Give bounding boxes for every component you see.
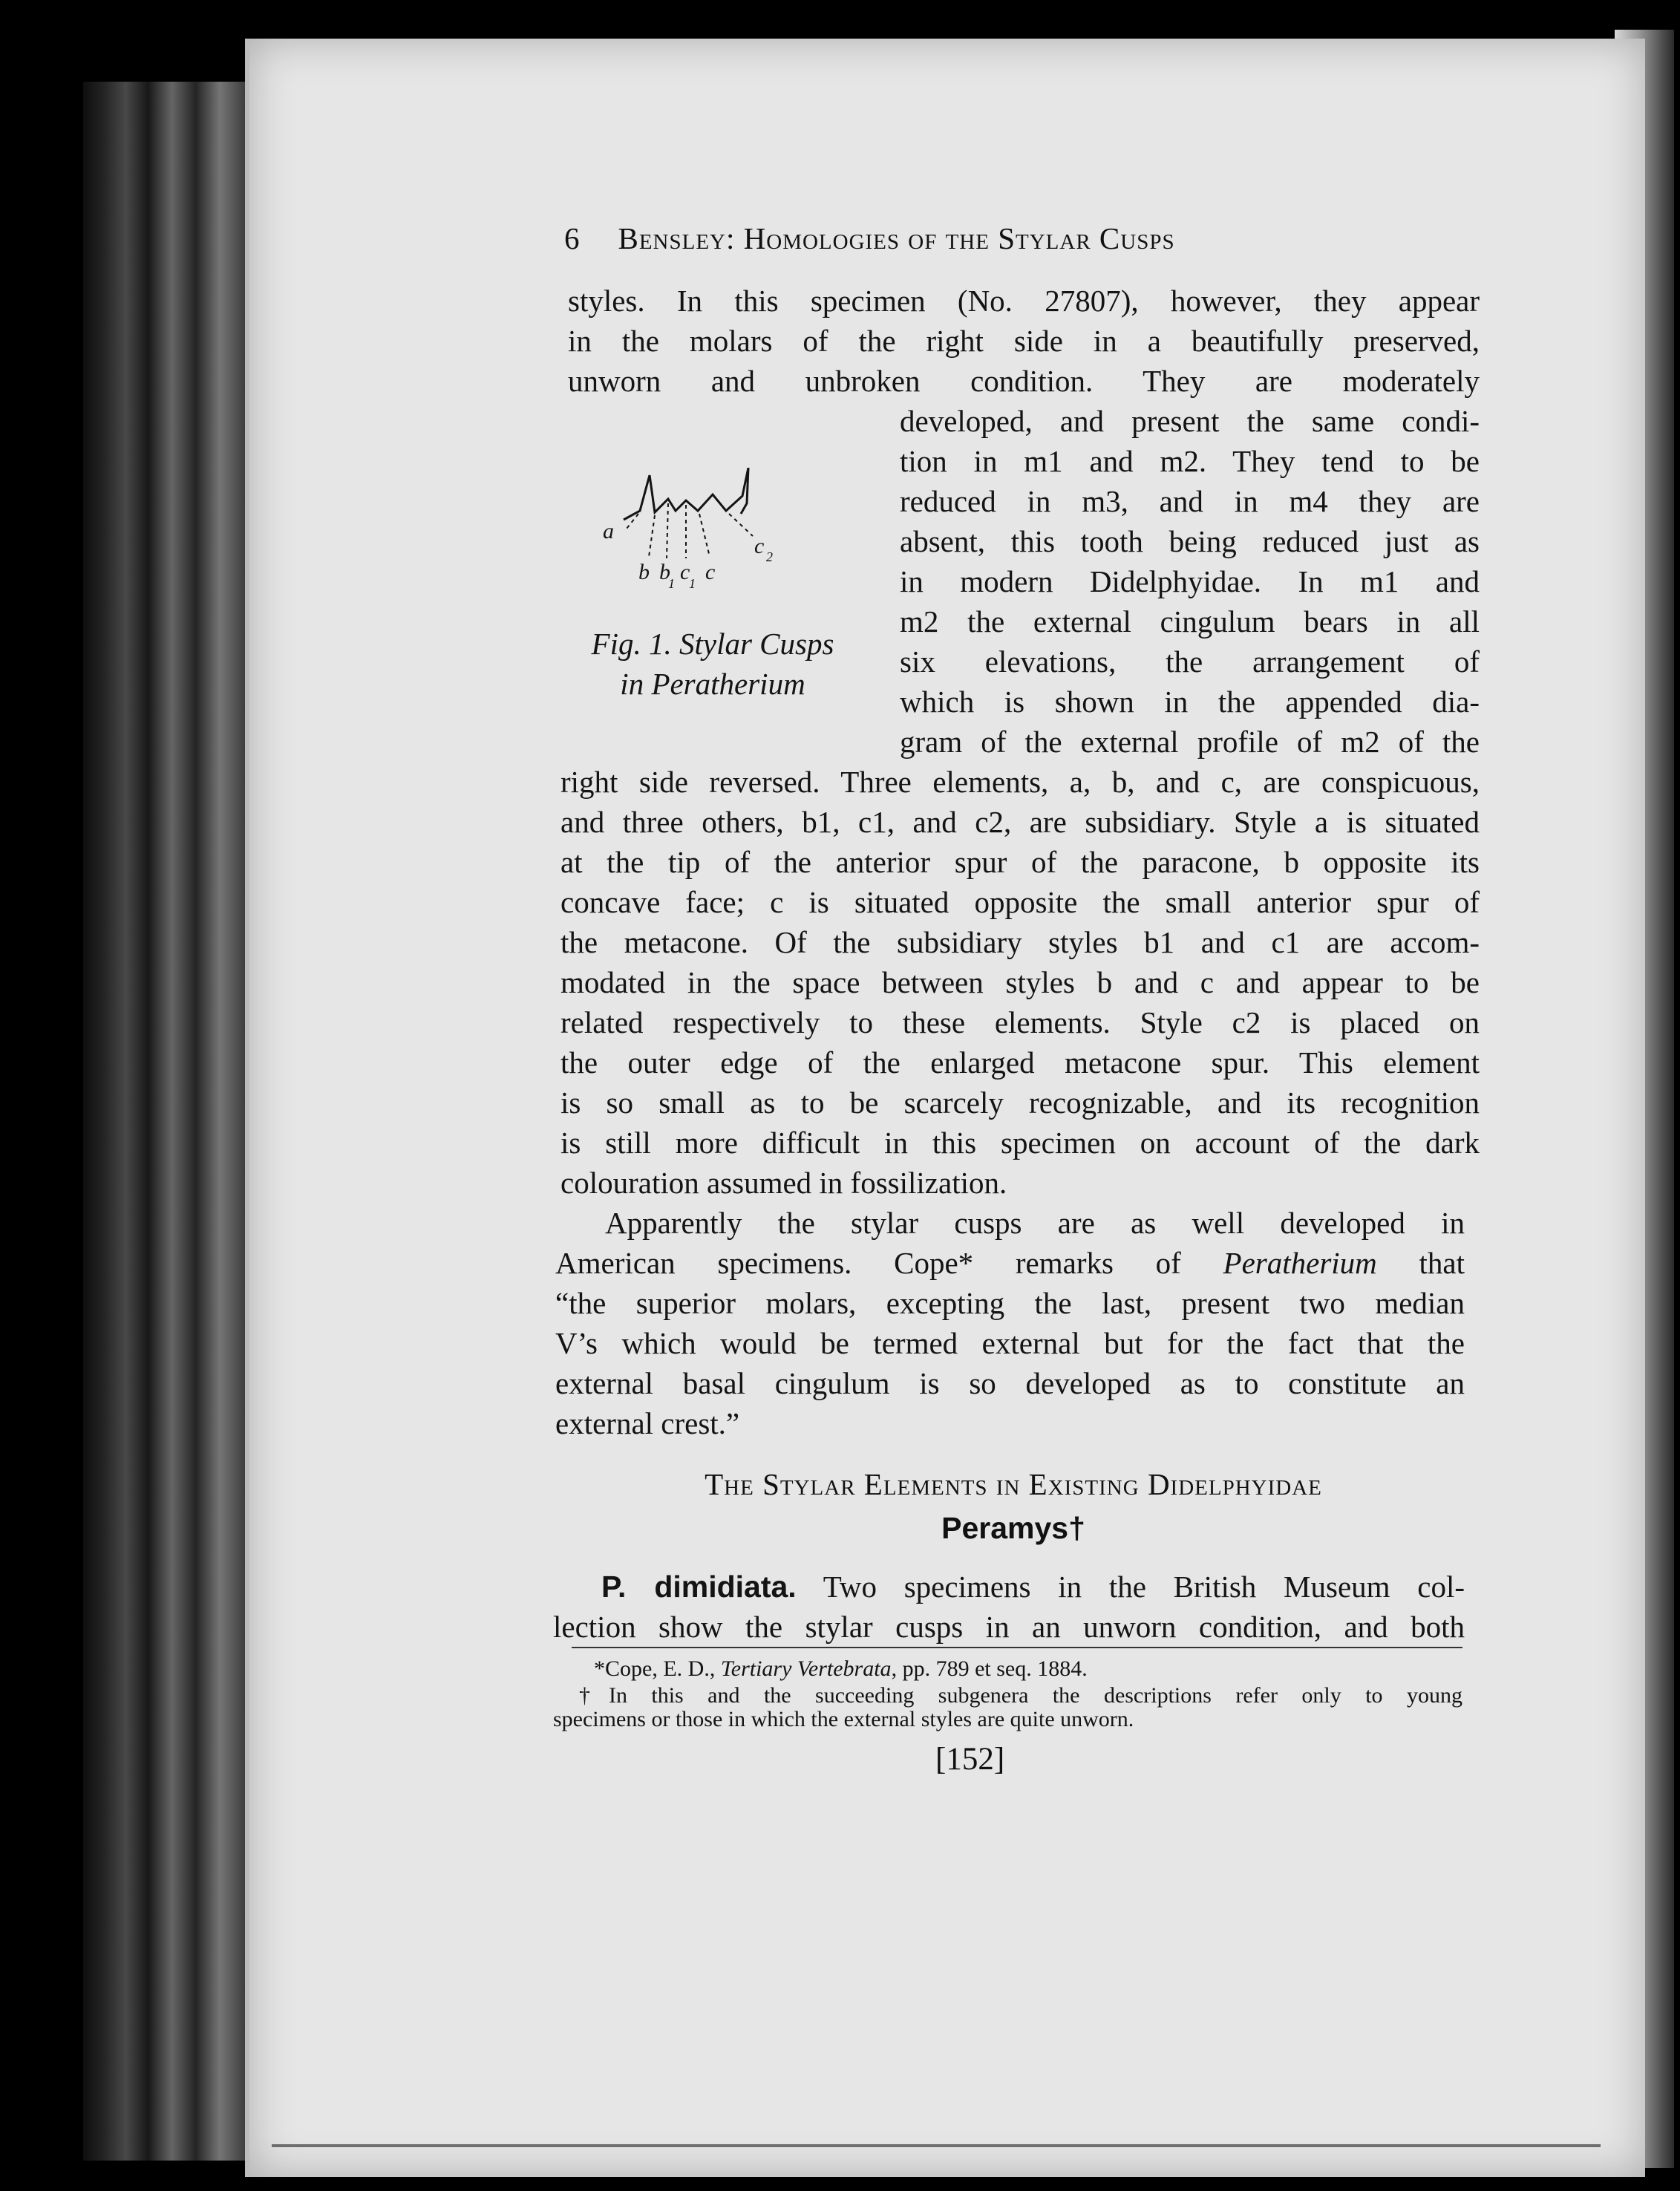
text-line: right side reversed. Three elements, a, b, and c, are conspicuous, <box>560 765 1480 799</box>
text-line: V’s which would be termed external but for the fact that the <box>555 1326 1465 1360</box>
label-c2-subscript: 2 <box>766 549 773 564</box>
text-line: colouration assumed in fossilization. <box>560 1166 1007 1200</box>
text-line: gram of the external profile of m2 of the <box>900 725 1480 759</box>
taxon-name: Peratherium <box>1223 1246 1377 1280</box>
text-line: in modern Didelphyidae. In m1 and <box>900 564 1480 598</box>
guide-line-b <box>649 515 655 557</box>
text-line: reduced in m3, and in m4 they are <box>900 484 1480 518</box>
text-line: at the tip of the anterior spur of the paracone, b opposite its <box>560 845 1480 879</box>
footnote: †In this and the succeeding subgenera the descriptions refer only to young <box>579 1683 1462 1708</box>
text-line: unworn and unbroken condition. They are moderately <box>568 364 1480 398</box>
footnote: specimens or those in which the external styles are quite unworn. <box>553 1707 1134 1731</box>
text-line: absent, this tooth being reduced just as <box>900 524 1480 558</box>
text-line: external crest.” <box>555 1406 740 1440</box>
folio-number: [152] <box>935 1742 1005 1777</box>
text-run: American specimens. Cope* remarks of <box>555 1246 1223 1280</box>
text-line: the metacone. Of the subsidiary styles b1 and c1 are accom- <box>560 925 1480 959</box>
stylar-cusps-diagram <box>594 468 817 601</box>
text-run: that <box>1376 1246 1465 1280</box>
text-run: Two specimens in the British Museum col- <box>796 1570 1465 1604</box>
section-heading: The Stylar Elements in Existing Didelphyidae <box>705 1467 1322 1501</box>
subsection-heading: Peramys† <box>941 1511 1085 1545</box>
text-line <box>555 1243 1465 1283</box>
label-b: b <box>638 560 650 584</box>
text-line: and three others, b1, c1, and c2, are subsidiary. Style a is situated <box>560 805 1480 839</box>
text-line: in the molars of the right side in a beautifully preserved, <box>568 324 1480 358</box>
footnote-rule <box>572 1647 1462 1648</box>
text-line: tion in m1 and m2. They tend to be <box>900 444 1480 478</box>
text-run: *Cope, E. D., <box>594 1656 721 1681</box>
footnote <box>594 1657 1411 1681</box>
figure-caption-line: Fig. 1. Stylar Cusps <box>591 627 834 661</box>
running-title: Bensley: Homologies of the Stylar Cusps <box>618 221 1175 255</box>
page-number: 6 <box>564 221 580 255</box>
text-line: is so small as to be scarcely recognizable, and its recognition <box>560 1085 1480 1120</box>
molar-profile-line <box>624 468 748 520</box>
text-line: is still more difficult in this specimen on account of the dark <box>560 1126 1480 1160</box>
running-header <box>564 221 1381 256</box>
text-line: “the superior molars, excepting the last, present two median <box>555 1286 1465 1320</box>
text-line: external basal cingulum is so developed as to constitute an <box>555 1366 1465 1400</box>
species-name: P. dimidiata. <box>601 1570 797 1604</box>
text-line: developed, and present the same condi- <box>900 404 1480 438</box>
text-line <box>601 1567 1465 1607</box>
text-line: the outer edge of the enlarged metacone spur. This element <box>560 1045 1480 1080</box>
label-b1-subscript: 1 <box>668 576 675 591</box>
label-c1-subscript: 1 <box>689 576 696 591</box>
label-a: a <box>603 519 614 543</box>
text-line: concave face; c is situated opposite the small anterior spur of <box>560 885 1480 919</box>
label-c1: c <box>680 560 690 584</box>
text-line: which is shown in the appended dia- <box>900 685 1480 719</box>
text-line: modated in the space between styles b and c and appear to be <box>560 965 1480 999</box>
text-line: six elevations, the arrangement of <box>900 644 1480 679</box>
guide-line-c <box>699 514 710 557</box>
label-c2: c <box>754 534 765 558</box>
guide-line-c2 <box>729 514 753 536</box>
text-line: styles. In this specimen (No. 27807), however, they appear <box>568 284 1480 318</box>
figure-caption <box>564 624 861 704</box>
book-title: Tertiary Vertebrata <box>720 1656 892 1681</box>
text-line: m2 the external cingulum bears in all <box>900 604 1480 639</box>
label-b1: b <box>659 560 670 584</box>
text-line: related respectively to these elements. Style c2 is placed on <box>560 1005 1480 1039</box>
page-bottom-edge <box>272 2144 1601 2147</box>
text-line: lection show the stylar cusps in an unworn condition, and both <box>553 1610 1465 1644</box>
text-line: Apparently the stylar cusps are as well developed in <box>605 1206 1465 1240</box>
label-c: c <box>705 560 716 584</box>
book-binding-edge <box>83 82 254 2161</box>
text-run: , pp. 789 et seq. 1884. <box>891 1656 1088 1681</box>
guide-line-b1 <box>667 503 668 558</box>
figure-caption-line: in Peratherium <box>620 667 805 701</box>
